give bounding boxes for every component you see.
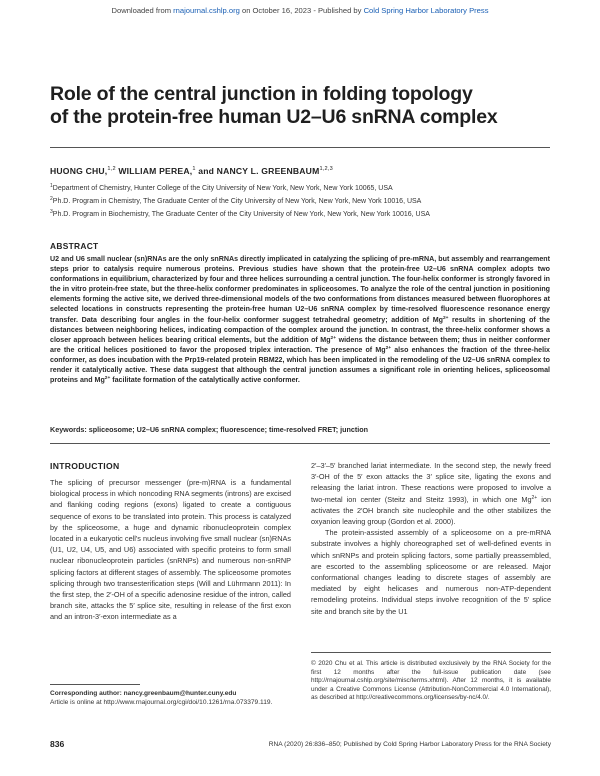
introduction-heading: INTRODUCTION [50,461,120,471]
copyright-divider [311,652,551,653]
corresponding-author: Corresponding author: nancy.greenbaum@hunter.cuny.edu [50,690,237,697]
intro-paragraph-continued: 2′–3′–5′ branched lariat intermediate. In the second step, the newly freed 3′-OH of the 5′ exon attacks the 3′ splice site, ligating the exons and releasing the lariat intron. These reactions were proposed to involve a two-metal ion center (Steitz and Steitz 1993), in which one $Mg^{2+}$ ion activates the 2′OH branch site nucleophile and the other stabilizes the oxyanion leaving group (Gordon et al. 2000). [311,461,551,527]
footer-citation: RNA (2020) 26:836–850; Published by Cold Spring Harbor Laboratory Press for the RNA Society [268,741,551,748]
right-column [311,460,551,617]
abstract-heading: ABSTRACT [50,241,99,251]
intro-paragraph: The splicing of precursor messenger (pre-m)RNA is a fundamental biological process in which noncoding RNA segments (introns) are excised and flanking coding regions (exons) ligated to create a contiguous sequence of exons to be translated into protein. This process is catalyzed by the spliceosome, a huge and dynamic ribonucleoprotein complex located in a eukaryotic cell's nucleus involving five small nuclear (sn)RNAs (U1, U2, U4, U5, and U6) associated with specific proteins to form small nuclear ribonucleoprotein particles (snRNPs) and numerous non-snRNP splicing factors at different stages of assembly. The spliceosome promotes splicing through two transesterification steps (Will and Lührmann 2011): In the first step, the 2′-OH of a specific adenosine residue of the intron, called branch site, attacks the 5′ splice site, resulting in release of the first exon and an intron-3′-exon intermediate as a [50,478,291,622]
journal-site-link[interactable]: rnajournal.cshlp.org [173,6,240,15]
intro-paragraph-2: The protein-assisted assembly of a spliceosome on a pre-mRNA substrate involves a highly choreographed set of well-defined events in which snRNPs and protein splicing factors, some partially preassembled, are escorted to the assembling spliceosome or are released. Major conformational changes leading to discrete stages of assembly are mediated by eight helicases and numerous non-ATP-dependent remodeling proteins. Individual steps involve recognition of the 5′ splice site and branch site by the U1 [311,528,551,616]
affiliation-3: $^3$Ph.D. Program in Biochemistry, The Graduate Center of the City University of New York, New York, New York 10016, USA [50,209,430,218]
keywords: Keywords: spliceosome; U2–U6 snRNA complex; fluorescence; time-resolved FRET; junction [50,425,369,434]
download-banner: Downloaded from rnajournal.cshlp.org on October 16, 2023 - Published by Cold Spring Harbor Laboratory Press [111,6,489,15]
footnote-divider [50,684,140,685]
page-number: 836 [50,739,65,749]
affiliation-1: $^1$Department of Chemistry, Hunter College of the City University of New York, New York, New York 10065, USA [50,183,393,192]
title-divider [50,147,550,148]
publisher-link[interactable]: Cold Spring Harbor Laboratory Press [363,6,489,15]
correspondence-note [50,689,300,707]
left-column [50,477,291,623]
abstract-divider [50,443,550,444]
article-title: Role of the central junction in folding topology of the protein-free human U2–U6 snRNA complex [50,83,498,128]
article-online-note: Article is online at http://www.rnajournal.org/cgi/doi/10.1261/rna.073379.119. [50,699,273,706]
affiliation-2: $^2$Ph.D. Program in Chemistry, The Graduate Center of the City University of New York, New York, New York 10016, USA [50,196,422,205]
author-list: HUONG CHU,$^{1,2}$ WILLIAM PEREA,$^1$ and NANCY L. GREENBAUM$^{1,2,3}$ [50,166,333,176]
copyright-notice: © 2020 Chu et al. This article is distributed exclusively by the RNA Society for the first 12 months after the full-issue publication date (see http://rnajournal.cshlp.org/site/misc/terms.xhtml). After 12 months, it is available under a Creative Commons License (Attribution-NonCommercial 4.0 International), as described at http://creativecommons.org/licenses/by-nc/4.0/. [311,660,551,702]
abstract-body: U2 and U6 small nuclear (sn)RNAs are the only snRNAs directly implicated in catalyzing the splicing of pre-mRNA, but assembly and rearrangement steps prior to catalysis require numerous proteins. Previous studies have shown that the protein-free U2–U6 snRNA complex adopts two conformations in equilibrium, characterized by four and three helices surrounding a central junction. The four-helix conformer is strongly favored in the in vitro protein-free state, but the three-helix conformer predominates in spliceosomes. To analyze the role of the central junction in positioning elements forming the active site, we derived three-dimensional models of the two conformations from distances measured between fluorophores at selected locations in constructs representing the protein-free human U2–U6 snRNA complex by time-resolved fluorescence resonance energy transfer. Data describing four angles in the four-helix conformer suggest tetrahedral geometry; addition of $Mg^{2+}$ results in shortening of the distances between neighboring helices, indicating compaction of the complex around the junction. In contrast, the three-helix conformer shows a closer approach between helices bearing critical elements, but the addition of $Mg^{2+}$ widens the distance between them; thus in neither conformer are the critical helices positioned to favor the proposed triplex interaction. The presence of $Mg^{2+}$ also enhances the fraction of the three-helix conformer, as does incubation with the Prp19-related protein RBM22, which has been implicated in the remodeling of the U2–U6 snRNA complex to render it catalytically active. These data suggest that although the central junction assumes a significant role in orienting helices, spliceosomal proteins and $Mg^{2+}$ facilitate formation of the catalytically active conformer. [50,255,550,385]
